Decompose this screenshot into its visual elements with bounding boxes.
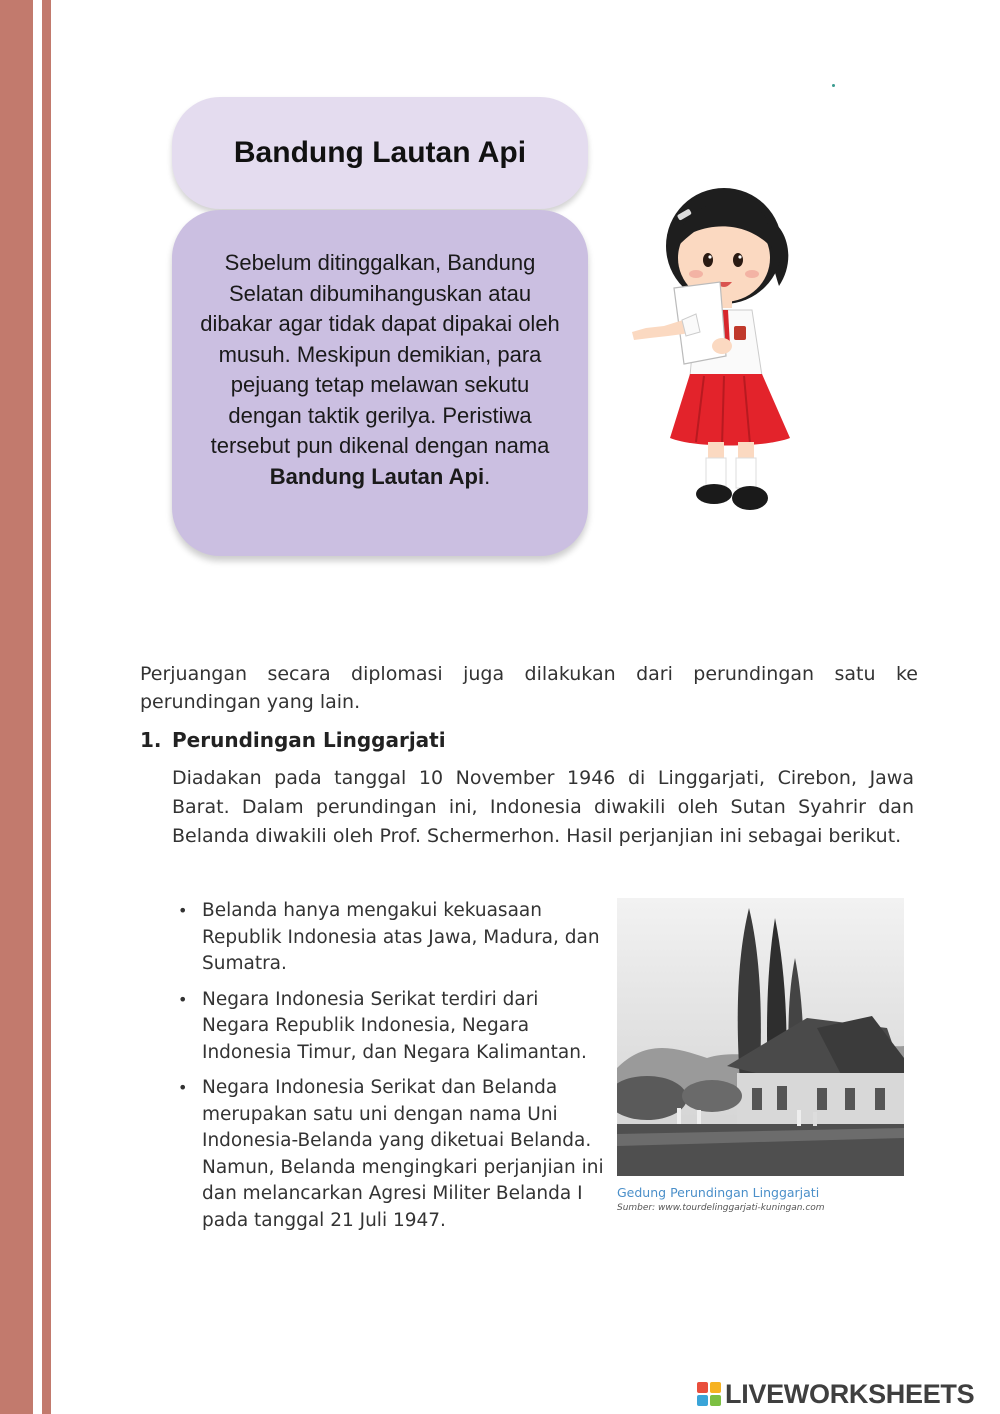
logo-square-yellow [710,1382,721,1393]
building-photo-image [617,898,904,1176]
logo-square-blue [697,1395,708,1406]
list-item: • Belanda hanya mengakui kekuasaan Republik Indonesia atas Jawa, Madura, dan Sumatra. [176,898,606,978]
result-list [176,898,606,1243]
logo-square-red [697,1382,708,1393]
intro-paragraph: Perjuangan secara diplomasi juga dilakukan dari perundingan satu ke perundingan yang lain. [140,663,918,713]
list-item: • Negara Indonesia Serikat terdiri dari Negara Republik Indonesia, Negara Indonesia Timur, dan Negara Kalimantan. [176,987,606,1067]
info-card-body-text: Sebelum ditinggalkan, Bandung Selatan dibumihanguskan atau dibakar agar tidak dapat dipakai oleh musuh. Meskipun demikian, para pejuang tetap melawan sekutu dengan taktik gerilya. Peristiwa tersebut pun dikenal dengan nama [200,250,560,458]
decorative-dot [832,84,835,87]
section-number: 1. [140,728,162,752]
info-card-body-box [172,210,588,556]
info-card-title: Bandung Lautan Api [233,136,527,169]
section-paragraph: Diadakan pada tanggal 10 November 1946 di Linggarjati, Cirebon, Jawa Barat. Dalam perundingan ini, Indonesia diwakili oleh Sutan Syahrir dan Belanda diwakili oleh Prof. Schermerhon. Hasil perjanjian ini sebagai berikut. [172,767,914,847]
page-border-left-outer [0,0,33,1414]
photo-caption: Gedung Perundingan Linggarjati [617,1185,820,1200]
logo-square-green [710,1395,721,1406]
info-card-body-bold: Bandung Lautan Api [269,463,485,489]
info-card-body-end: . [484,463,491,489]
section-heading [140,728,446,752]
section-title: Perundingan Linggarjati [172,728,446,752]
liveworksheets-logo [697,1379,974,1409]
info-card-title-box [172,97,588,209]
list-item: • Negara Indonesia Serikat dan Belanda merupakan satu uni dengan nama Uni Indonesia-Belanda yang diketuai Belanda. Namun, Belanda mengingkari perjanjian ini dan melancarkan Agresi Militer Belanda I pada tanggal 21 Juli 1947. [176,1075,606,1234]
linggarjati-building-photo [617,898,904,1176]
info-card-body [192,248,568,492]
student-girl-illustration [624,176,804,524]
page-border-left-inner [42,0,51,1414]
liveworksheets-logo-icon [697,1382,721,1406]
liveworksheets-logo-text: LIVEWORKSHEETS [725,1378,975,1409]
photo-source: Sumber: www.tourdelinggarjati-kuningan.com [617,1203,825,1213]
